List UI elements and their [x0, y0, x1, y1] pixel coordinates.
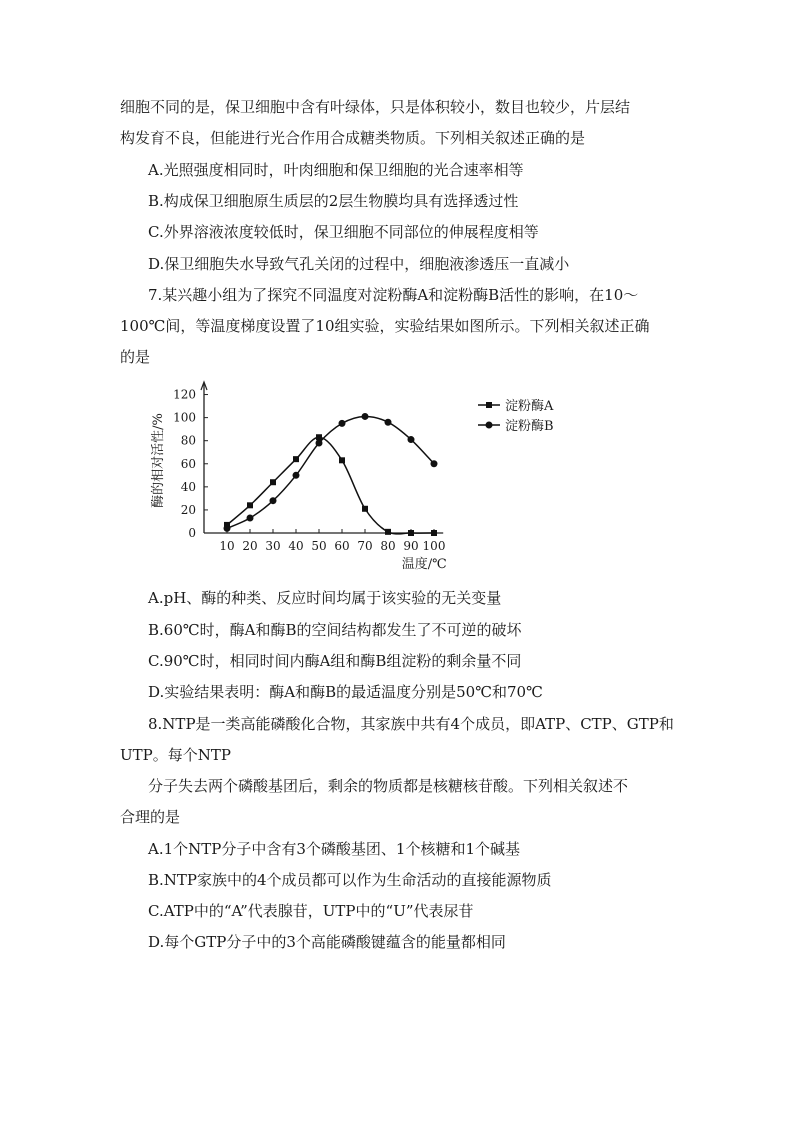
series-b-point [385, 419, 392, 426]
series-a-point [385, 529, 391, 535]
q8-stem-line-2: UTP。每个NTP [120, 746, 231, 764]
q7-stem-line-3: 的是 [120, 348, 151, 366]
q8-option-d: D.每个GTP分子中的3个高能磷酸键蕴含的能量都相同 [148, 933, 506, 951]
q8-stem-line-4: 合理的是 [120, 808, 181, 826]
series-b-point [316, 440, 323, 447]
chart-marks [224, 413, 438, 536]
q7-option-a: A.pH、酶的种类、反应时间均属于该实验的无关变量 [148, 589, 502, 607]
series-b-point [362, 413, 369, 420]
q7-option-c: C.90℃时，相同时间内酶A组和酶B组淀粉的剩余量不同 [148, 652, 522, 670]
series-a-point [431, 530, 437, 536]
chart-legend [478, 398, 554, 434]
x-tick-label: 90 [403, 539, 419, 553]
legend-label: 淀粉酶A [505, 399, 554, 414]
q8-stem-line-3: 分子失去两个磷酸基团后，剩余的物质都是核糖核苷酸。下列相关叙述不 [148, 777, 629, 795]
x-tick-label: 10 [219, 539, 235, 553]
series-b-point [431, 460, 438, 467]
series-b-point [224, 525, 231, 532]
x-tick-label: 60 [334, 539, 350, 553]
y-tick-label: 40 [180, 479, 196, 494]
x-tick-label: 50 [311, 539, 327, 553]
x-axis-label: 温度/℃ [401, 557, 447, 572]
q6-option-d: D.保卫细胞失水导致气孔关闭的过程中，细胞液渗透压一直减小 [148, 255, 570, 273]
q6-option-b: B.构成保卫细胞原生质层的2层生物膜均具有选择透过性 [148, 192, 519, 210]
legend-marker-square [486, 402, 492, 408]
series-line-2 [227, 416, 434, 528]
y-tick-label: 0 [188, 526, 196, 540]
series-b-point [293, 472, 300, 479]
series-a-point [362, 506, 368, 512]
series-b-point [339, 420, 346, 427]
q7-option-d: D.实验结果表明：酶A和酶B的最适温度分别是50℃和70℃ [148, 683, 543, 701]
q6-stem-line-2: 构发育不良，但能进行光合作用合成糖类物质。下列相关叙述正确的是 [120, 129, 586, 147]
x-tick-label: 40 [288, 539, 304, 553]
q6-stem-line-1: 细胞不同的是，保卫细胞中含有叶绿体，只是体积较小，数目也较少，片层结 [120, 98, 631, 116]
q7-stem-line-1: 7.某兴趣小组为了探究不同温度对淀粉酶A和淀粉酶B活性的影响，在10～ [148, 286, 639, 304]
x-tick-label: 100 [422, 539, 446, 553]
y-tick-label: 20 [180, 502, 196, 517]
legend-marker-circle [486, 422, 493, 429]
series-a-point [247, 502, 253, 508]
series-a-point [408, 530, 414, 536]
q7-option-b: B.60℃时，酶A和酶B的空间结构都发生了不可逆的破坏 [148, 621, 522, 639]
legend-label: 淀粉酶B [505, 419, 554, 434]
y-axis-label: 酶的相对活性/% [151, 413, 166, 508]
x-tick-label: 70 [357, 539, 373, 553]
q8-stem-line-1: 8.NTP是一类高能磷酸化合物，其家族中共有4个成员，即ATP、CTP、GTP和 [148, 715, 674, 733]
series-a-point [339, 457, 345, 463]
x-tick-label: 30 [265, 539, 281, 553]
y-tick-label: 100 [173, 410, 196, 425]
x-tick-label: 80 [380, 539, 396, 553]
x-tick-label: 20 [242, 539, 258, 553]
y-tick-label: 60 [180, 456, 196, 471]
q8-option-c: C.ATP中的“A”代表腺苷，UTP中的“U”代表尿苷 [148, 902, 474, 920]
series-a-point [270, 479, 276, 485]
y-tick-label: 80 [180, 433, 196, 448]
q8-option-a: A.1个NTP分子中含有3个磷酸基团、1个核糖和1个碱基 [148, 840, 520, 858]
q6-option-c: C.外界溶液浓度较低时，保卫细胞不同部位的伸展程度相等 [148, 223, 539, 241]
enzyme-activity-chart [148, 378, 588, 578]
series-a-point [293, 456, 299, 462]
q6-option-a: A.光照强度相同时，叶肉细胞和保卫细胞的光合速率相等 [148, 161, 524, 179]
series-a-point [316, 434, 322, 440]
q8-option-b: B.NTP家族中的4个成员都可以作为生命活动的直接能源物质 [148, 871, 552, 889]
series-b-point [408, 436, 415, 443]
series-b-point [270, 497, 277, 504]
series-line-1 [227, 437, 434, 534]
q7-stem-line-2: 100℃间，等温度梯度设置了10组实验，实验结果如图所示。下列相关叙述正确 [120, 317, 650, 335]
series-b-point [247, 515, 254, 522]
y-tick-label: 120 [173, 387, 196, 402]
